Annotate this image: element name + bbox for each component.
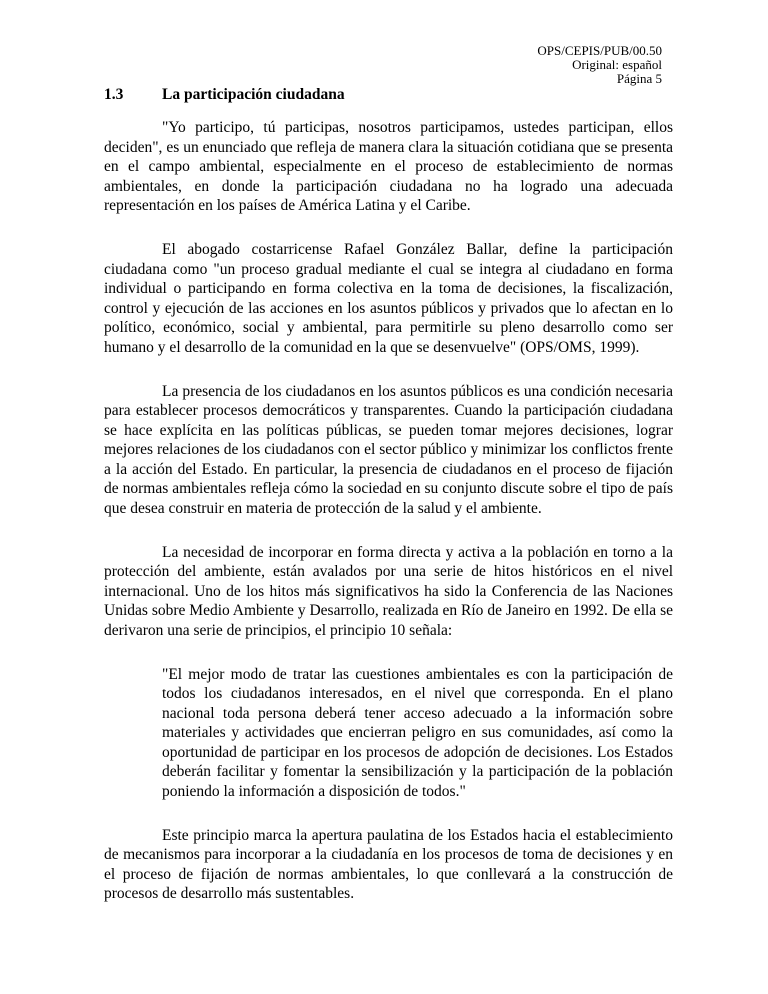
page-number: Página 5 bbox=[616, 71, 662, 86]
section-heading bbox=[104, 86, 345, 104]
paragraph: El abogado costarricense Rafael González Ballar, define la participación ciudadana como "un proceso gradual mediante el cual se integra al ciudadano en forma individual o participando en forma colectiva en la toma de decisiones, la fiscalización, control y ejecución de las acciones en los asuntos públicos y privados que lo afectan en lo político, económico, social y ambiental, para permitirle su pleno desarrollo como ser humano y el desarrollo de la comunidad en la que se desenvuelve" (OPS/OMS, 1999). bbox=[104, 241, 673, 356]
paragraph: "Yo participo, tú participas, nosotros participamos, ustedes participan, ellos deciden", es un enunciado que refleja de manera clara la situación cotidiana que se presenta en el campo ambiental, especialmente en el proceso de establecimiento de normas ambientales, en donde la participación ciudadana no ha logrado una adecuada representación en los países de América Latina y el Caribe. bbox=[104, 119, 673, 214]
original-language: Original: español bbox=[572, 57, 662, 72]
paragraph: La presencia de los ciudadanos en los asuntos públicos es una condición necesaria para establecer procesos democráticos y transparentes. Cuando la participación ciudadana se hace explícita en las políticas públicas, se pueden tomar mejores decisiones, lograr mejores relaciones de los ciudadanos con el sector público y minimizar los conflictos frente a la acción del Estado. En particular, la presencia de ciudadanos en el proceso de fijación de normas ambientales refleja cómo la sociedad en su conjunto discute sobre el tipo de país que desea construir en materia de protección de la salud y el ambiente. bbox=[104, 382, 673, 517]
page-header bbox=[537, 44, 662, 86]
paragraph: La necesidad de incorporar en forma directa y activa a la población en torno a la protección del ambiente, están avalados por una serie de hitos históricos en el nivel internacional. Uno de los hitos más significativos ha sido la Conferencia de las Naciones Unidas sobre Medio Ambiente y Desarrollo, realizada en Río de Janeiro en 1992. De ella se derivaron una serie de principios, el principio 10 señala: bbox=[104, 543, 673, 639]
paragraph: Este principio marca la apertura paulatina de los Estados hacia el establecimiento de mecanismos para incorporar a la ciudadanía en los procesos de toma de decisiones y en el proceso de fijación de normas ambientales, lo que conllevará a la construcción de procesos de desarrollo más sustentables. bbox=[104, 826, 673, 902]
block-quote: "El mejor modo de tratar las cuestiones ambientales es con la participación de todos los ciudadanos interesados, en el nivel que corresponda. En el plano nacional toda persona deberá tener acceso adecuado a la información sobre materiales y actividades que encierran peligro en sus comunidades, así como la oportunidad de participar en los procesos de adopción de decisiones. Los Estados deberán facilitar y fomentar la sensibilización y la participación de la población poniendo la información a disposición de todos." bbox=[162, 665, 673, 800]
section-number: 1.3 bbox=[104, 86, 124, 103]
section-title: La participación ciudadana bbox=[162, 86, 345, 103]
document-body bbox=[104, 118, 673, 928]
document-code: OPS/CEPIS/PUB/00.50 bbox=[537, 43, 662, 58]
